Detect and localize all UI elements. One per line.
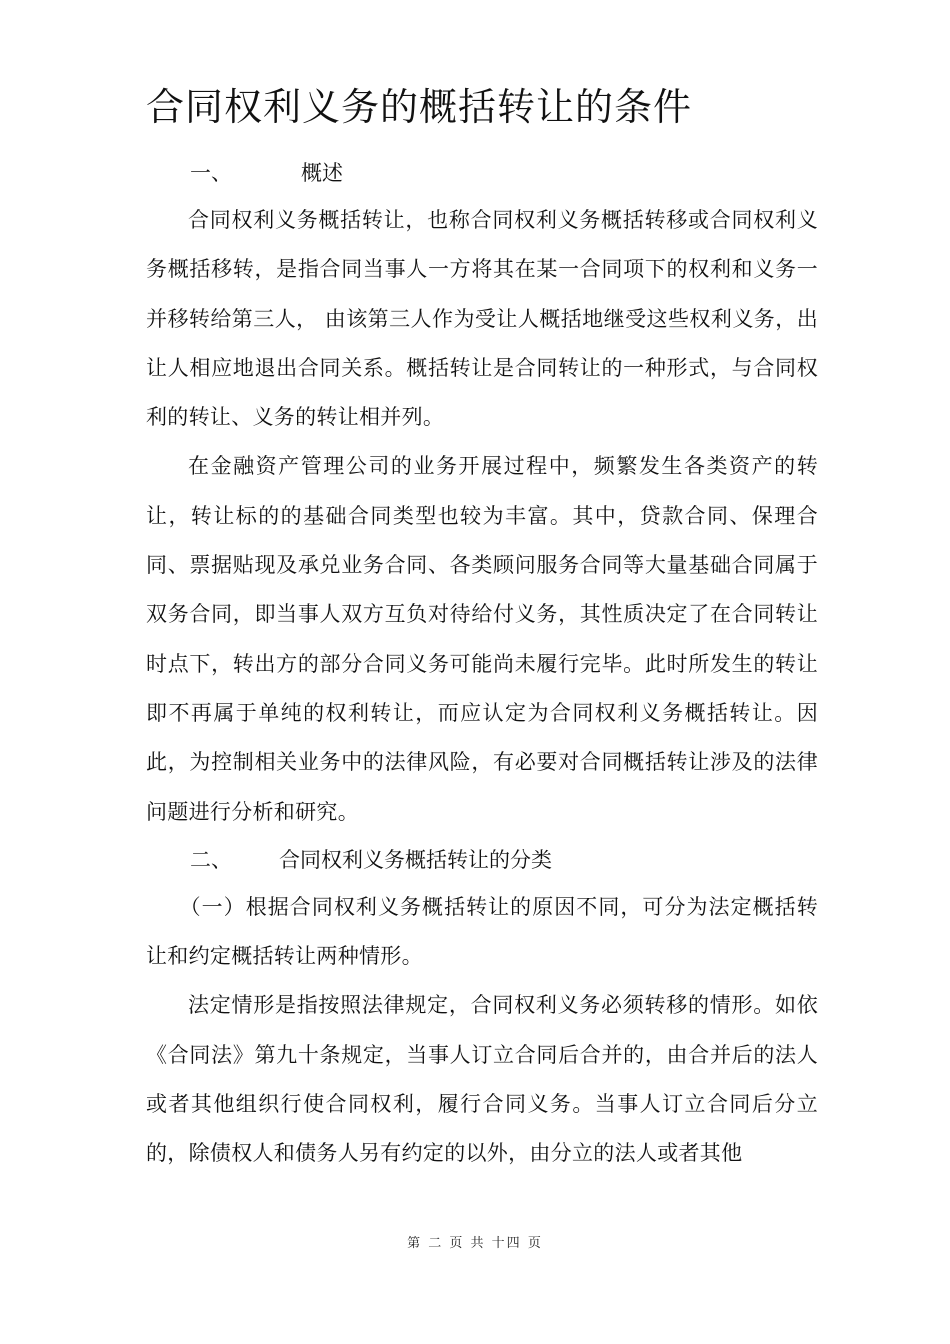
paragraph-4: 法定情形是指按照法律规定，合同权利义务必须转移的情形。如依《合同法》第九十条规定，当事人订立合同后合并的，由合并后的法人或者其他组织行使合同权利，履行合同义务。当事人订立合同后分立的，除债权人和债务人另有约定的以外，由分立的法人或者其他	[146, 993, 818, 1166]
page-footer: 第 二 页 共 十四 页	[407, 1236, 543, 1251]
paragraph-2: 在金融资产管理公司的业务开展过程中，频繁发生各类资产的转让，转让标的的基础合同类型也较为丰富。其中，贷款合同、保理合同、票据贴现及承兑业务合同、各类顾问服务合同等大量基础合同属于双务合同，即当事人双方互负对待给付义务，其性质决定了在合同转让时点下，转出方的部分合同义务可能尚未履行完毕。此时所发生的转让即不再属于单纯的权利转让，而应认定为合同权利义务概括转让。因此，为控制相关业务中的法律风险，有必要对合同概括转让涉及的法律问题进行分析和研究。	[146, 454, 818, 824]
section-title-2: 合同权利义务概括转让的分类	[279, 847, 552, 872]
paragraph-3: （一）根据合同权利义务概括转让的原因不同，可分为法定概括转让和约定概括转让两种情形。	[146, 894, 818, 969]
paragraph-1: 合同权利义务概括转让，也称合同权利义务概括转移或合同权利义务概括移转，是指合同当事人一方将其在某一合同项下的权利和义务一并移转给第三人， 由该第三人作为受让人概括地继受这些权利义务，出让人相应地退出合同关系。概括转让是合同转让的一种形式，与合同权利的转让、义务的转让相并列。	[146, 208, 818, 430]
section-number-2: 二、	[190, 847, 232, 872]
section-title-1: 概述	[301, 161, 343, 185]
section-heading-1	[146, 150, 818, 196]
page-title: 合同权利义务的概括转让的条件	[146, 85, 693, 129]
document-body	[146, 150, 818, 1179]
section-number-1: 一、	[190, 161, 232, 185]
section-heading-2	[146, 837, 818, 883]
